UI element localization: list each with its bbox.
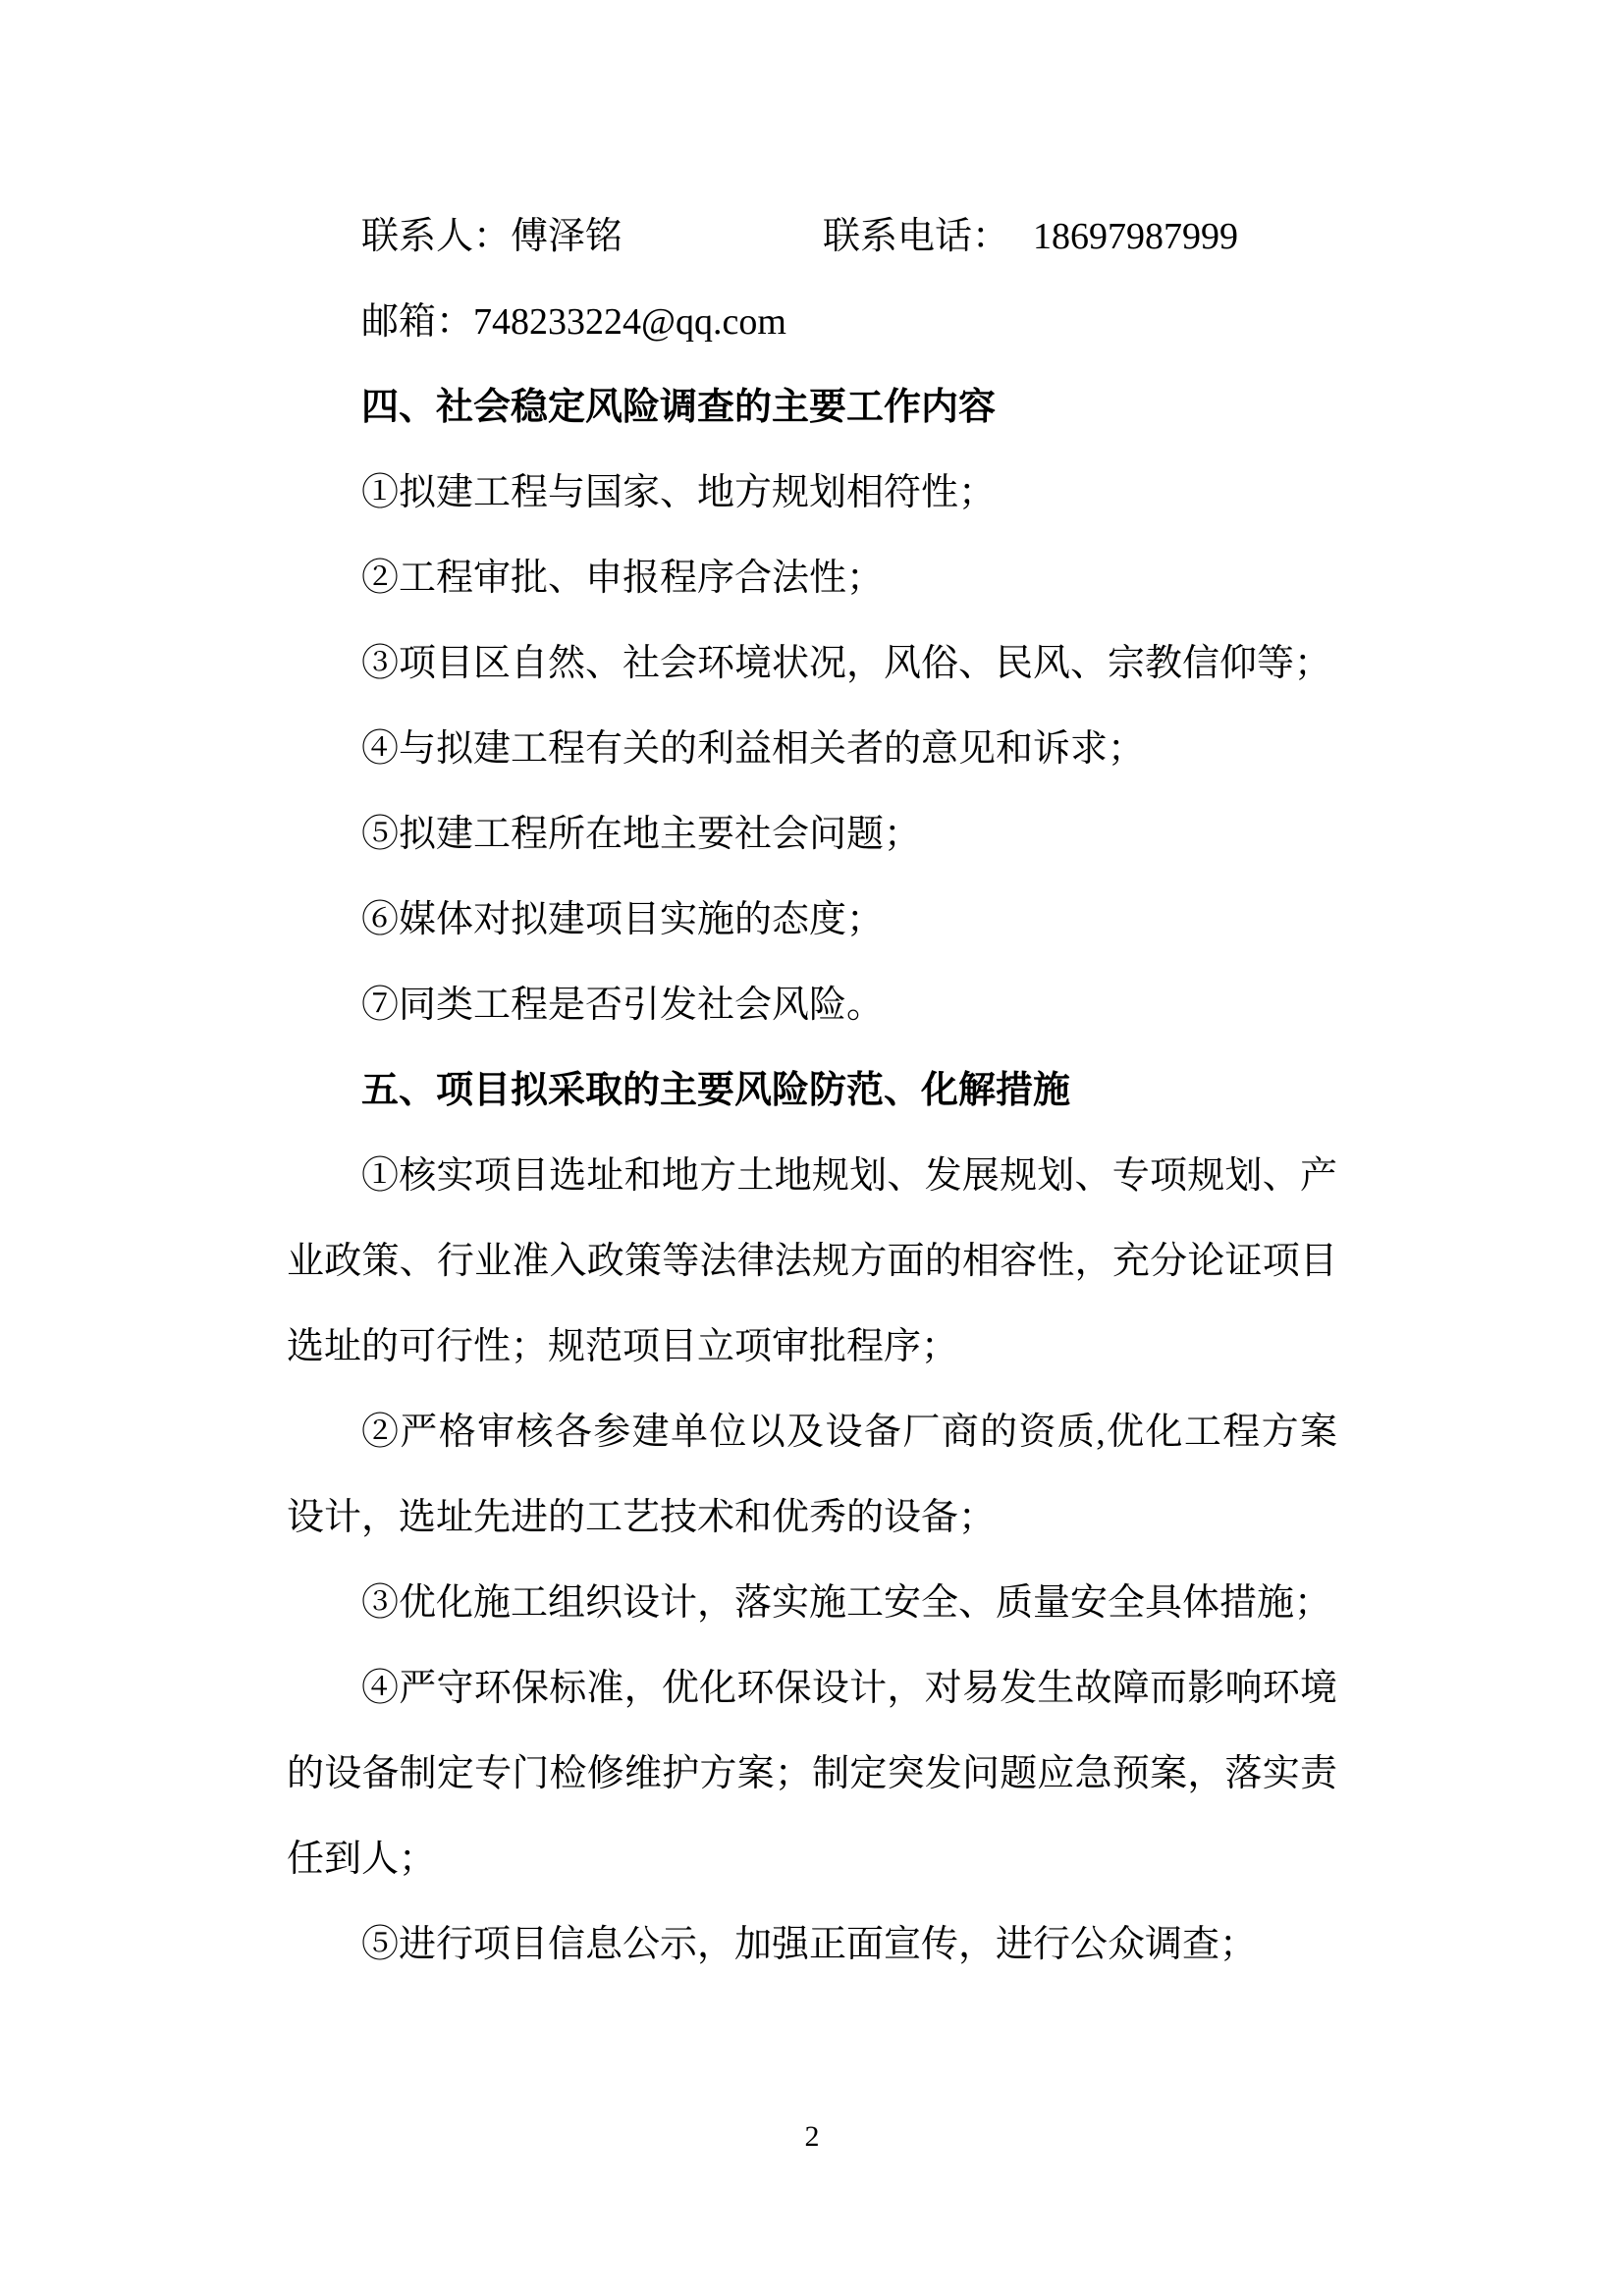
contact-line: [287, 194, 1337, 280]
section-5-item-4: ④严守环保标准，优化环保设计，对易发生故障而影响环境的设备制定专门检修维护方案；制定突发问题应急预案，落实责任到人；: [287, 1668, 1337, 1880]
document-body: [287, 194, 1337, 1988]
section-4-heading: 四、社会稳定风险调查的主要工作内容: [361, 387, 997, 428]
contact-person-label: 联系人：: [361, 216, 512, 257]
section-4-item-1: ①拟建工程与国家、地方规划相符性；: [361, 472, 997, 513]
email-value: 748233224@qq.com: [473, 301, 786, 343]
page-number: 2: [804, 2120, 820, 2153]
section-4-item-6: ⑥媒体对拟建项目实施的态度；: [361, 899, 885, 940]
section-5-item-2: ②严格审核各参建单位以及设备厂商的资质,优化工程方案设计，选址先进的工艺技术和优秀的设备；: [287, 1412, 1337, 1538]
contact-phone-number: 18697987999: [1033, 216, 1239, 257]
section-5-heading: 五、项目拟采取的主要风险防范、化解措施: [361, 1070, 1071, 1111]
email-label: 邮箱：: [361, 301, 474, 343]
section-5-item-3: ③优化施工组织设计，落实施工安全、质量安全具体措施；: [361, 1582, 1332, 1624]
section-4-item-2: ②工程审批、申报程序合法性；: [361, 558, 885, 599]
section-4-item-4: ④与拟建工程有关的利益相关者的意见和诉求；: [361, 728, 1146, 770]
section-5-item-1: ①核实项目选址和地方土地规划、发展规划、专项规划、产业政策、行业准入政策等法律法规方面的相容性，充分论证项目选址的可行性；规范项目立项审批程序；: [287, 1155, 1337, 1367]
section-4-item-3: ③项目区自然、社会环境状况，风俗、民风、宗教信仰等；: [361, 643, 1332, 684]
section-4-item-5: ⑤拟建工程所在地主要社会问题；: [361, 814, 922, 855]
contact-person-name: 傅泽铭: [511, 216, 623, 257]
section-4-item-7: ⑦同类工程是否引发社会风险。: [361, 985, 885, 1026]
email-line: [287, 280, 1337, 365]
contact-phone-label: 联系电话：: [823, 216, 1010, 257]
section-5-item-5: ⑤进行项目信息公示，加强正面宣传，进行公众调查；: [361, 1924, 1258, 1965]
